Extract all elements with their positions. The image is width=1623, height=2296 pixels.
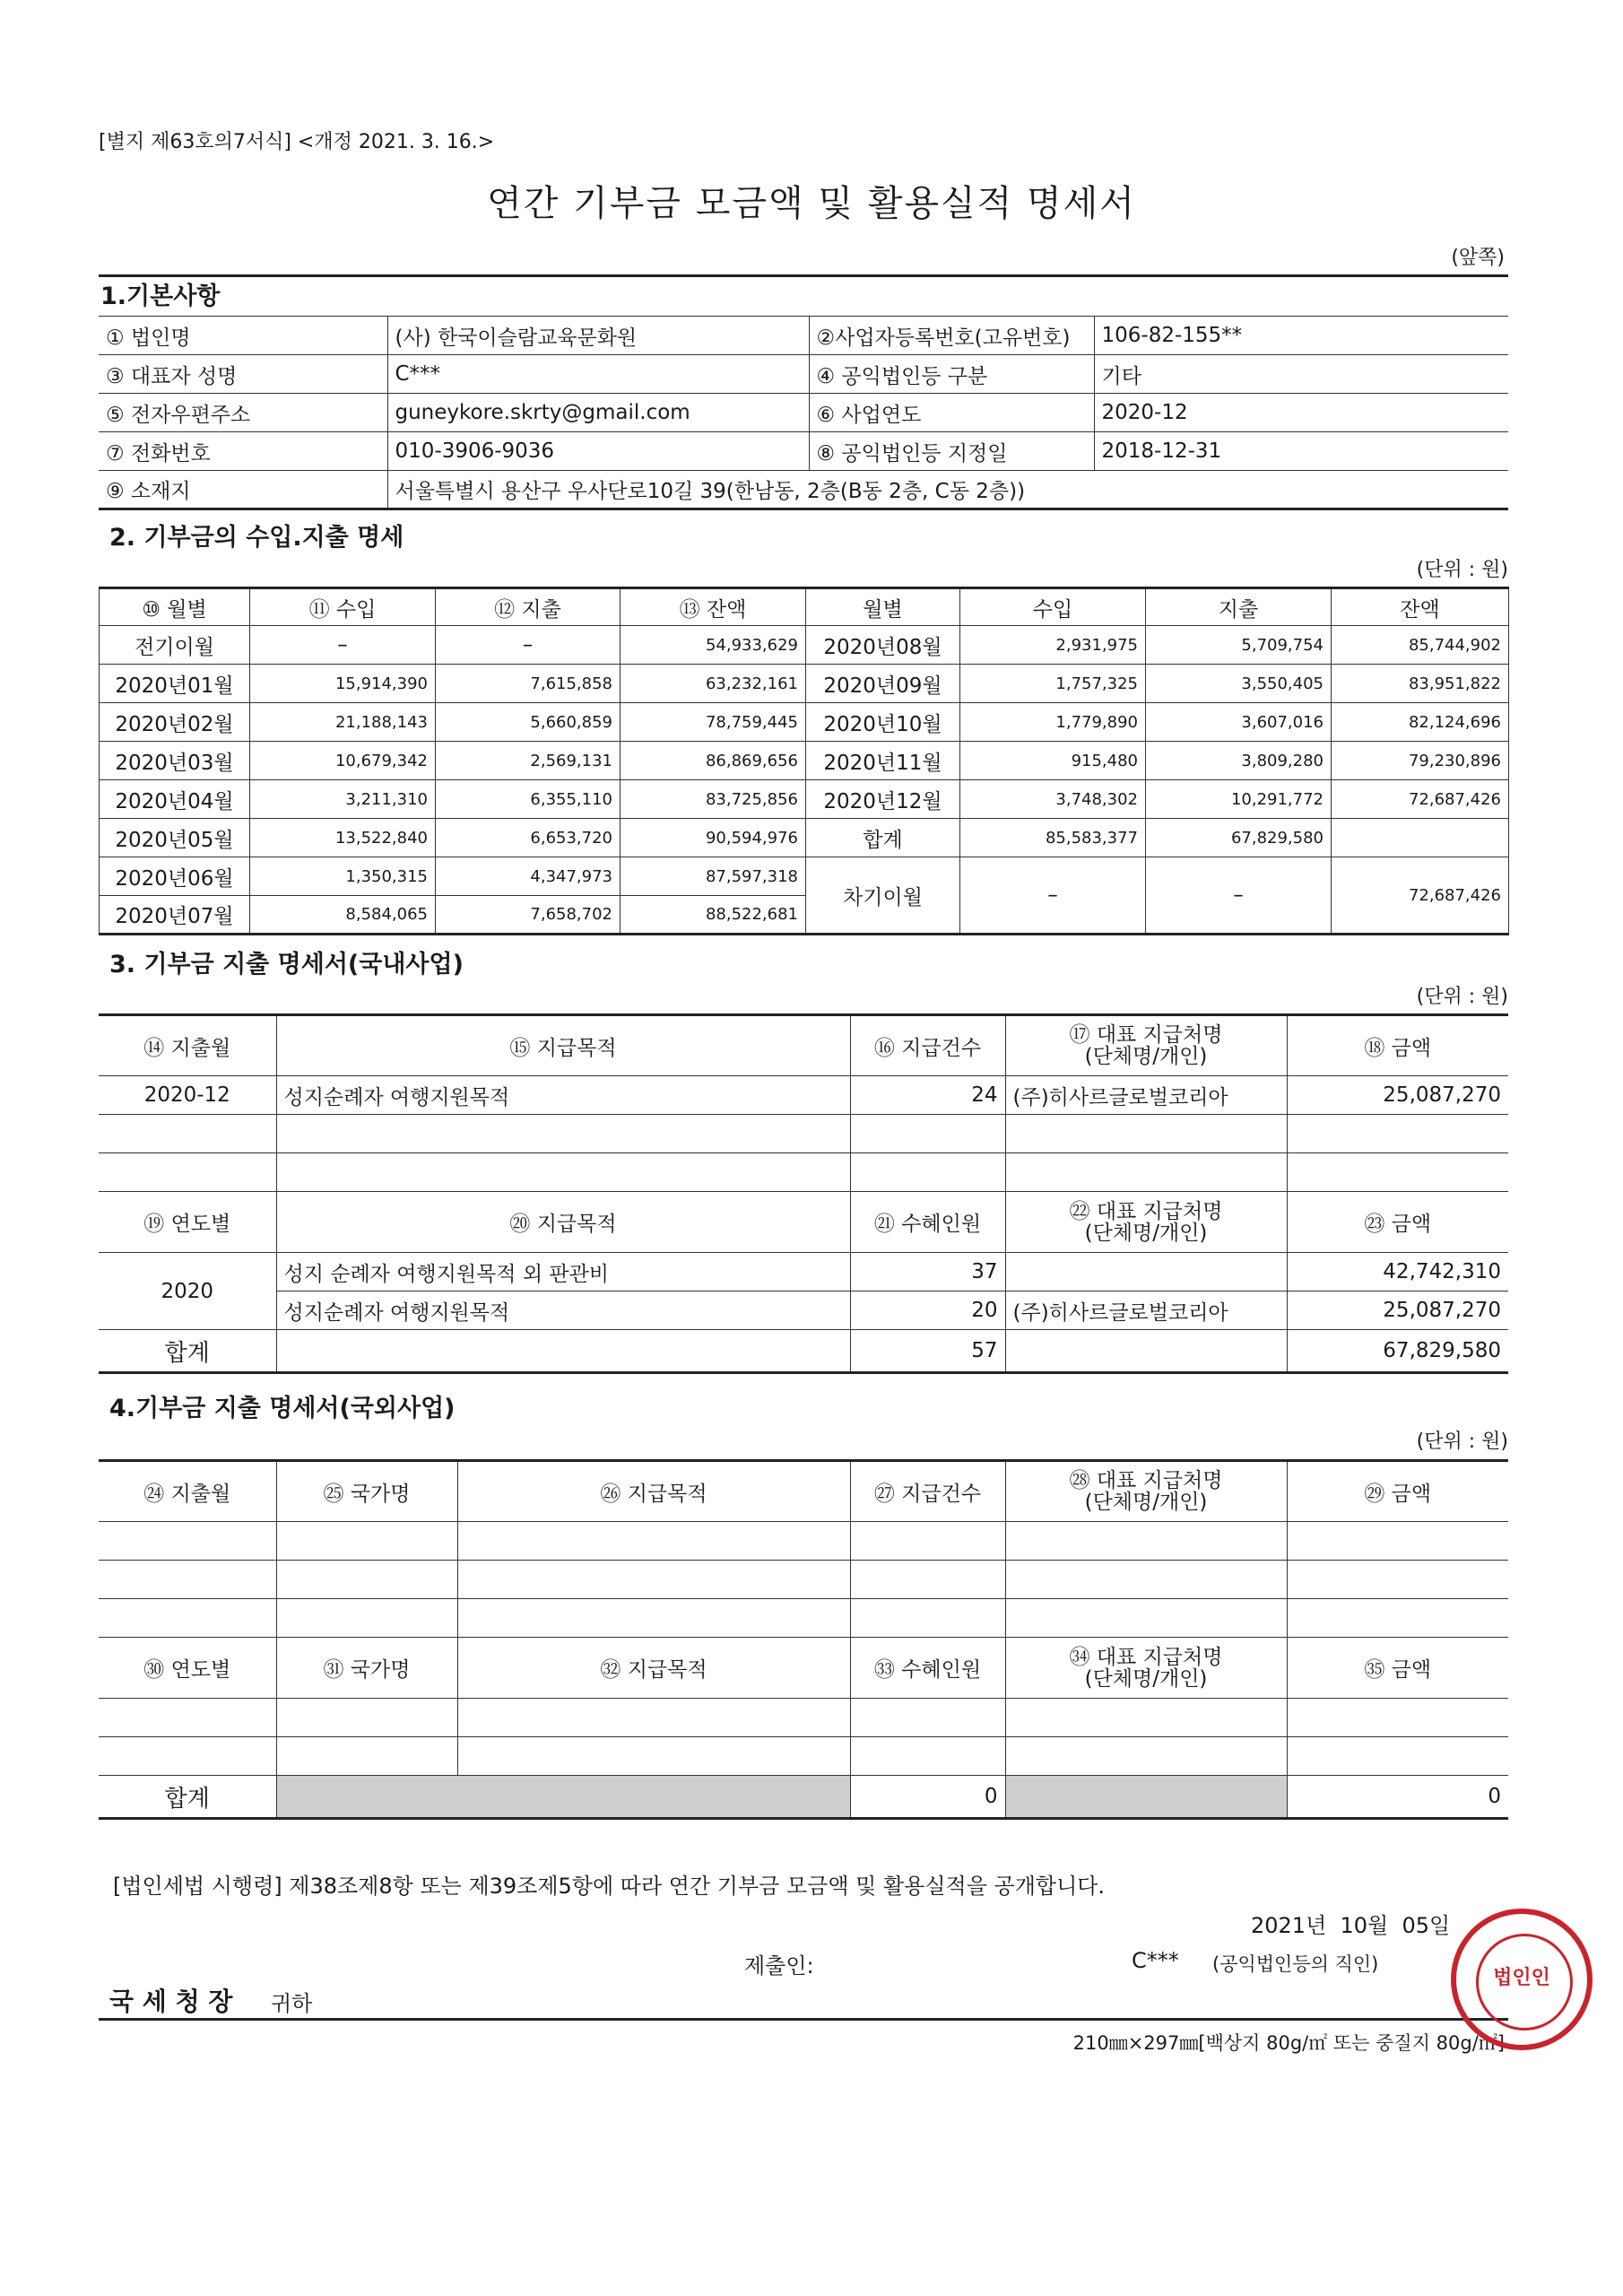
total-row	[99, 1776, 1508, 1819]
total-amount: 0	[1287, 1776, 1508, 1819]
table-row	[99, 1115, 1508, 1153]
income-cell: 2,931,975	[960, 626, 1146, 665]
section-4-title: 4.기부금 지출 명세서(국외사업)	[109, 1395, 456, 1422]
month-cell: 전기이월	[100, 626, 250, 665]
expense-cell: 10,291,772	[1146, 780, 1332, 819]
month-cell: 2020년11월	[806, 742, 960, 780]
income-cell: 15,914,390	[250, 665, 436, 703]
overseas-expense-table	[99, 1459, 1508, 1820]
col-header: ⑱ 금액	[1287, 1015, 1508, 1076]
document-title: 연간 기부금 모금액 및 활용실적 명세서	[487, 183, 1136, 224]
balance-cell: 83,725,856	[621, 780, 806, 819]
paper-spec: 210㎜×297㎜[백상지 80g/㎡ 또는 중질지 80g/㎡]	[1072, 2032, 1505, 2054]
balance-cell: 83,951,822	[1332, 665, 1509, 703]
col-header: ㉖ 지급목적	[457, 1461, 850, 1522]
balance-cell: 86,869,656	[621, 742, 806, 780]
col-header: ⑮ 지급목적	[276, 1015, 850, 1076]
income-cell: 1,779,890	[960, 703, 1146, 742]
balance-cell: 82,124,696	[1332, 703, 1509, 742]
total-label: 합계	[99, 1776, 276, 1819]
expense-cell: 6,653,720	[436, 819, 621, 857]
submitter-label: 제출인:	[744, 1953, 814, 1979]
table-row	[99, 1737, 1508, 1776]
col-header: ㉞ 대표 지급처명 (단체명/개인)	[1005, 1638, 1287, 1699]
field-value: 2018-12-31	[1094, 432, 1508, 471]
amount: 25,087,270	[1287, 1292, 1508, 1330]
payment-purpose: 성지 순례자 여행지원목적 외 판관비	[276, 1253, 850, 1292]
col-header: ㉑ 수혜인원	[850, 1192, 1005, 1253]
basic-row	[99, 471, 1508, 509]
income-cell: 915,480	[960, 742, 1146, 780]
table-row	[99, 1153, 1508, 1192]
table-row	[100, 857, 1509, 896]
expense-cell: 3,809,280	[1146, 742, 1332, 780]
recipient: 국 세 청 장	[109, 1987, 233, 2016]
basic-row	[99, 317, 1508, 355]
col-header: ⑫ 지출	[436, 588, 621, 626]
col-header: ㉗ 지급건수	[850, 1461, 1005, 1522]
unit-label: (단위 : 원)	[1416, 559, 1508, 581]
field-value: (사) 한국이슬람교육문화원	[387, 317, 809, 355]
legal-notice: [법인세법 시행령] 제38조제8항 또는 제39조제5항에 따라 연간 기부금 모금액 및 활용실적을 공개합니다.	[113, 1874, 1106, 1899]
col-header: 잔액	[1332, 588, 1509, 626]
col-header: ㉒ 대표 지급처명 (단체명/개인)	[1005, 1192, 1287, 1253]
expense-cell: 5,660,859	[436, 703, 621, 742]
col-header: ㉚ 연도별	[99, 1638, 276, 1699]
domestic-expense-table	[99, 1013, 1508, 1374]
income-cell: 13,522,840	[250, 819, 436, 857]
balance-cell: 63,232,161	[621, 665, 806, 703]
field-label: ⑦ 전화번호	[99, 432, 387, 471]
balance-cell	[1332, 819, 1509, 857]
col-header: ⑰ 대표 지급처명 (단체명/개인)	[1005, 1015, 1287, 1076]
field-label: ④ 공익법인등 구분	[809, 355, 1094, 394]
balance-cell: 87,597,318	[621, 857, 806, 896]
month-cell: 2020년12월	[806, 780, 960, 819]
unit-label: (단위 : 원)	[1416, 1431, 1508, 1453]
table-row	[100, 742, 1509, 780]
field-label: ⑤ 전자우편주소	[99, 394, 387, 432]
col-header: ⑭ 지출월	[99, 1015, 276, 1076]
total-label: 합계	[806, 819, 960, 857]
total-count: 57	[850, 1330, 1005, 1373]
col-header: ⑪ 수입	[250, 588, 436, 626]
income-cell: 21,188,143	[250, 703, 436, 742]
income-cell: 10,679,342	[250, 742, 436, 780]
amount: 42,742,310	[1287, 1253, 1508, 1292]
income-cell: 1,757,325	[960, 665, 1146, 703]
table-row	[100, 665, 1509, 703]
balance-cell: 79,230,896	[1332, 742, 1509, 780]
field-value: 서울특별시 용산구 우사단로10길 39(한남동, 2층(B동 2층, C동 2층))	[387, 471, 1508, 509]
field-value: 2020-12	[1094, 394, 1508, 432]
balance-cell: 78,759,445	[621, 703, 806, 742]
month-cell: 2020년04월	[100, 780, 250, 819]
expense-cell: 3,550,405	[1146, 665, 1332, 703]
expense-cell: 3,607,016	[1146, 703, 1332, 742]
table-row	[99, 1699, 1508, 1737]
col-header: ㉔ 지출월	[99, 1461, 276, 1522]
month-cell: 2020년02월	[100, 703, 250, 742]
col-header: 수입	[960, 588, 1146, 626]
month-cell: 2020년09월	[806, 665, 960, 703]
field-value: C***	[387, 355, 809, 394]
col-header: ㉟ 금액	[1287, 1638, 1508, 1699]
income-cell: 1,350,315	[250, 857, 436, 896]
balance-cell: 54,933,629	[621, 626, 806, 665]
month-cell: 2020년03월	[100, 742, 250, 780]
income-cell: –	[250, 626, 436, 665]
footer-rule	[99, 2018, 1508, 2021]
field-label: ⑧ 공익법인등 지정일	[809, 432, 1094, 471]
field-label: ⑥ 사업연도	[809, 394, 1094, 432]
carry-forward-label: 차기이월	[806, 857, 960, 935]
table-row	[100, 703, 1509, 742]
month-cell: 2020년07월	[100, 896, 250, 935]
income-cell: 8,584,065	[250, 896, 436, 935]
col-header: ⑯ 지급건수	[850, 1015, 1005, 1076]
expense-cell: 5,709,754	[1146, 626, 1332, 665]
field-value: guneykore.skrty@gmail.com	[387, 394, 809, 432]
expense-cell: 7,658,702	[436, 896, 621, 935]
form-number: [별지 제63호의7서식] <개정 2021. 3. 16.>	[99, 131, 495, 153]
field-label: ②사업자등록번호(고유번호)	[809, 317, 1094, 355]
table-row	[99, 1561, 1508, 1599]
expense-total: 67,829,580	[1146, 819, 1332, 857]
total-row	[99, 1330, 1508, 1373]
table-header-row	[100, 588, 1509, 626]
expense-month: 2020-12	[99, 1076, 276, 1115]
total-count: 0	[850, 1776, 1005, 1819]
payment-purpose: 성지순례자 여행지원목적	[276, 1076, 850, 1115]
monthly-table	[99, 587, 1509, 935]
col-header: ⑳ 지급목적	[276, 1192, 850, 1253]
col-header: ⑩ 월별	[100, 588, 250, 626]
col-header: 지출	[1146, 588, 1332, 626]
basic-row	[99, 355, 1508, 394]
table-row	[99, 1253, 1508, 1292]
balance-cell: 72,687,426	[1332, 780, 1509, 819]
official-seal: 법인인	[1451, 1909, 1593, 2050]
table-row	[100, 780, 1509, 819]
carry-income: –	[960, 857, 1146, 935]
income-total: 85,583,377	[960, 819, 1146, 857]
section-3-title: 3. 기부금 지출 명세서(국내사업)	[109, 951, 464, 978]
section-2-title: 2. 기부금의 수입.지출 명세	[109, 524, 404, 552]
amount: 25,087,270	[1287, 1076, 1508, 1115]
month-cell: 2020년10월	[806, 703, 960, 742]
balance-cell: 90,594,976	[621, 819, 806, 857]
expense-cell: 7,615,858	[436, 665, 621, 703]
col-header: ⑬ 잔액	[621, 588, 806, 626]
carry-balance: 72,687,426	[1332, 857, 1509, 935]
payee-name	[1005, 1253, 1287, 1292]
table-row	[100, 819, 1509, 857]
total-label: 합계	[99, 1330, 276, 1373]
month-cell: 2020년08월	[806, 626, 960, 665]
expense-cell: 4,347,973	[436, 857, 621, 896]
col-header: ㉙ 금액	[1287, 1461, 1508, 1522]
payment-count: 24	[850, 1076, 1005, 1115]
col-header: ㉓ 금액	[1287, 1192, 1508, 1253]
field-label: ③ 대표자 성명	[99, 355, 387, 394]
month-cell: 2020년06월	[100, 857, 250, 896]
payee-name: (주)히사르글로벌코리아	[1005, 1292, 1287, 1330]
table-header-row	[99, 1192, 1508, 1253]
unit-label: (단위 : 원)	[1416, 986, 1508, 1008]
field-value: 106-82-155**	[1094, 317, 1508, 355]
balance-cell: 88,522,681	[621, 896, 806, 935]
year-cell: 2020	[99, 1253, 276, 1330]
total-amount: 67,829,580	[1287, 1330, 1508, 1373]
col-header: ㉕ 국가명	[276, 1461, 457, 1522]
col-header: ㉛ 국가명	[276, 1638, 457, 1699]
field-label: ⑨ 소재지	[99, 471, 387, 509]
month-cell: 2020년01월	[100, 665, 250, 703]
income-cell: 3,211,310	[250, 780, 436, 819]
field-value: 010-3906-9036	[387, 432, 809, 471]
expense-cell: 2,569,131	[436, 742, 621, 780]
submission-date: 2021년 10월 05일	[1251, 1913, 1451, 1938]
submitter-name: C***	[1132, 1948, 1179, 1973]
table-header-row	[99, 1638, 1508, 1699]
basic-info-table	[99, 274, 1508, 510]
table-row	[99, 1292, 1508, 1330]
basic-row	[99, 394, 1508, 432]
balance-cell: 85,744,902	[1332, 626, 1509, 665]
carry-expense: –	[1146, 857, 1332, 935]
table-row	[99, 1599, 1508, 1638]
beneficiary-count: 20	[850, 1292, 1005, 1330]
table-row	[100, 626, 1509, 665]
payment-purpose: 성지순례자 여행지원목적	[276, 1292, 850, 1330]
income-cell: 3,748,302	[960, 780, 1146, 819]
month-cell: 2020년05월	[100, 819, 250, 857]
shaded-cell	[276, 1776, 850, 1819]
submitter-role: (공익법인등의 직인)	[1212, 1953, 1379, 1975]
honorific: 귀하	[271, 1991, 313, 2016]
basic-row	[99, 432, 1508, 471]
col-header: ㉜ 지급목적	[457, 1638, 850, 1699]
expense-cell: 6,355,110	[436, 780, 621, 819]
col-header: ㉘ 대표 지급처명 (단체명/개인)	[1005, 1461, 1287, 1522]
table-header-row	[99, 1015, 1508, 1076]
field-value: 기타	[1094, 355, 1508, 394]
shaded-cell	[1005, 1776, 1287, 1819]
table-header-row	[99, 1461, 1508, 1522]
section-1-title: 1.기본사항	[100, 283, 221, 310]
col-header: ⑲ 연도별	[99, 1192, 276, 1253]
col-header: 월별	[806, 588, 960, 626]
payee-name: (주)히사르글로벌코리아	[1005, 1076, 1287, 1115]
expense-cell: –	[436, 626, 621, 665]
beneficiary-count: 37	[850, 1253, 1005, 1292]
col-header: ㉝ 수혜인원	[850, 1638, 1005, 1699]
page-side: (앞쪽)	[1451, 247, 1505, 269]
field-label: ① 법인명	[99, 317, 387, 355]
table-row	[99, 1076, 1508, 1115]
table-row	[99, 1522, 1508, 1561]
